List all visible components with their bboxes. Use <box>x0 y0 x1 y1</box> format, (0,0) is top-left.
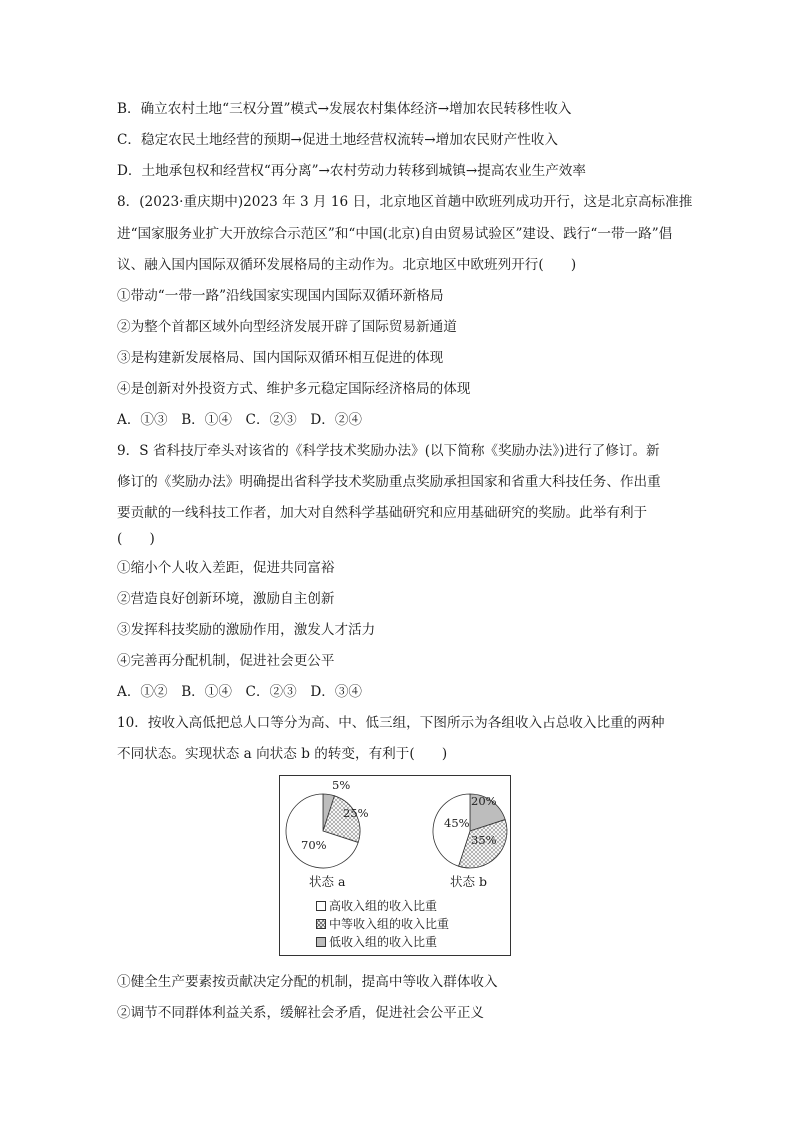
question-9-line-4: ( ) <box>117 531 155 547</box>
q9-statement-3: ③发挥科技奖励的激励作用，激发人才活力 <box>117 622 376 638</box>
q10-statement-1: ①健全生产要素按贡献决定分配的机制，提高中等收入群体收入 <box>117 974 498 990</box>
legend-item-low <box>316 935 437 949</box>
q8-statement-3: ③是构建新发展格局、国内国际双循环相互促进的体现 <box>117 350 444 366</box>
q9-answer-options: A．①② B．①④ C．②③ D．③④ <box>117 684 363 700</box>
pie-1-label-1: 35% <box>471 833 497 847</box>
option-c: C．稳定农民土地经营的预期→促进土地经营权流转→增加农民财产性收入 <box>117 132 558 148</box>
question-10-line-1: 10．按收入高低把总人口等分为高、中、低三组，下图所示为各组收入占总收入比重的两种 <box>117 715 665 731</box>
q9-statement-1: ①缩小个人收入差距，促进共同富裕 <box>117 560 335 576</box>
question-8-line-3: 议、融入国内国际双循环发展格局的主动作为。北京地区中欧班列开行( ) <box>117 257 577 273</box>
legend-label-mid: 中等收入组的收入比重 <box>329 917 450 931</box>
legend-item-mid <box>316 917 449 931</box>
legend-swatch-gray <box>316 937 326 947</box>
legend-label-low: 低收入组的收入比重 <box>329 935 438 949</box>
pie-0-label-1: 25% <box>343 806 369 820</box>
option-d: D．土地承包权和经营权“再分离”→农村劳动力转移到城镇→提高农业生产效率 <box>117 163 586 179</box>
pie-0-label-0: 5% <box>332 778 351 792</box>
q10-statement-2: ②调节不同群体利益关系，缓解社会矛盾，促进社会公平正义 <box>117 1005 485 1021</box>
option-b: B．确立农村土地“三权分置”模式→发展农村集体经济→增加农民转移性收入 <box>117 101 572 117</box>
legend-item-high <box>316 899 437 913</box>
q8-statement-1: ①带动“一带一路”沿线国家实现国内国际双循环新格局 <box>117 288 444 304</box>
q8-statement-4: ④是创新对外投资方式、维护多元稳定国际经济格局的体现 <box>117 381 471 397</box>
legend-swatch-hatch <box>316 919 326 929</box>
question-8-line-2: 进“国家服务业扩大开放综合示范区”和“中国(北京)自由贸易试验区”建设、践行“一带一路”倡 <box>117 226 673 242</box>
question-10-line-2: 不同状态。实现状态 a 向状态 b 的转变，有利于( ) <box>117 746 448 762</box>
pie-1-label-2: 45% <box>444 816 470 830</box>
pie-1-label-0: 20% <box>471 794 497 808</box>
question-9-line-2: 修订的《奖励办法》明确提出省科学技术奖励重点奖励承担国家和省重大科技任务、作出重 <box>117 474 661 490</box>
q9-statement-2: ②营造良好创新环境，激励自主创新 <box>117 591 335 607</box>
pie-chart-figure <box>279 775 511 956</box>
question-8-line-1: 8．(2023·重庆期中)2023 年 3 月 16 日，北京地区首趟中欧班列成功开行，这是北京高标准推 <box>117 194 693 210</box>
question-9-line-1: 9．S 省科技厅牵头对该省的《科学技术奖励办法》(以下简称《奖励办法》)进行了修订。新 <box>117 443 660 459</box>
pie-0-label-2: 70% <box>301 838 327 852</box>
question-9-line-3: 要贡献的一线科技工作者，加大对自然科学基础研究和应用基础研究的奖励。此举有利于 <box>117 505 648 521</box>
state-b-label: 状态 b <box>450 874 487 889</box>
q9-statement-4: ④完善再分配机制，促进社会更公平 <box>117 653 335 669</box>
legend-swatch-white <box>316 901 326 911</box>
q8-answer-options: A．①③ B．①④ C．②③ D．②④ <box>117 412 363 428</box>
q8-statement-2: ②为整个首都区域外向型经济发展开辟了国际贸易新通道 <box>117 319 457 335</box>
legend-label-high: 高收入组的收入比重 <box>329 899 438 913</box>
state-a-label: 状态 a <box>309 874 346 889</box>
